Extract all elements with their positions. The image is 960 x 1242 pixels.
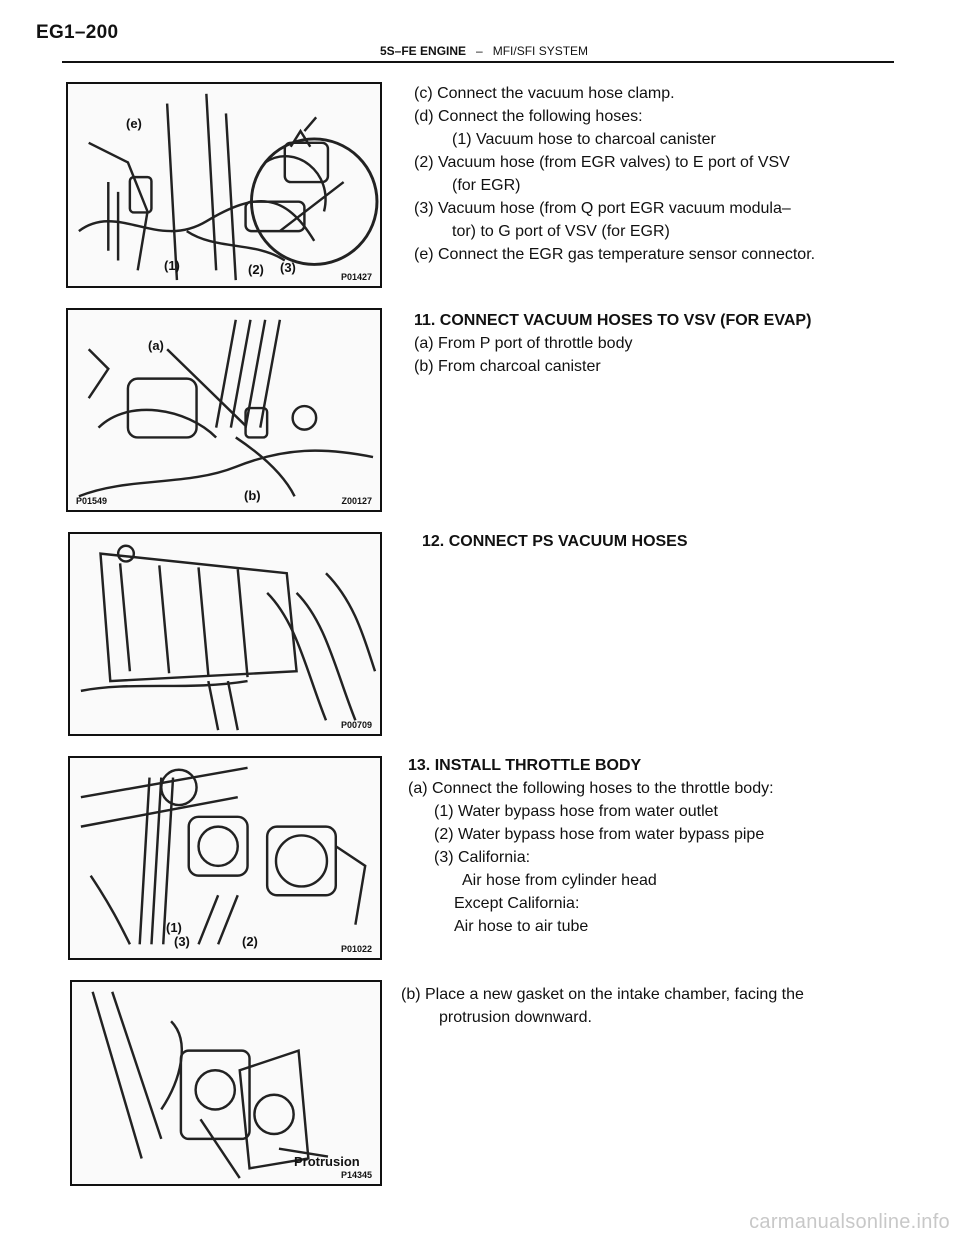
step-d-2: (2) Vacuum hose (from EGR valves) to E port of VSV [414,154,790,171]
page-id: EG1–200 [36,22,119,43]
step-12-heading: 12. CONNECT PS VACUUM HOSES [422,533,688,550]
step-11-a: (a) From P port of throttle body [414,335,633,352]
figure-egr-hoses [66,82,382,288]
header-separator: – [476,44,483,58]
callout-3: (3) [174,934,190,949]
header-section-title [380,44,588,58]
step-11-b: (b) From charcoal canister [414,358,601,375]
step-d: (d) Connect the following hoses: [414,108,643,125]
figure-vsv-evap-drawing [68,310,380,510]
step-13-b-block [401,983,804,1029]
step-d-2-cont: (for EGR) [452,177,521,194]
step-11-heading: 11. CONNECT VACUUM HOSES TO VSV (FOR EVAP) [414,312,812,329]
step-11-block [414,309,811,378]
figure-gasket [70,980,382,1186]
figure-code-left: P01549 [76,496,108,506]
callout-b: (b) [244,488,261,503]
figure-code: P00709 [340,720,372,730]
step-d-1: (1) Vacuum hose to charcoal canister [452,131,716,148]
figure-throttle-body [68,756,382,960]
step-13-a: (a) Connect the following hoses to the throttle body: [408,780,774,797]
step-d-3-cont: tor) to G port of VSV (for EGR) [452,223,670,240]
step-13-b: (b) Place a new gasket on the intake chamber, facing the [401,986,804,1003]
engine-label: 5S–FE ENGINE [380,44,467,58]
egr-hose-steps [414,82,815,266]
figure-code: P01427 [340,272,372,282]
callout-3: (3) [280,260,296,275]
step-13-b-cont: protrusion downward. [439,1009,592,1026]
figure-throttle-body-drawing [70,758,380,958]
header-rule [62,61,894,63]
system-label: MFI/SFI SYSTEM [492,44,589,58]
figure-egr-hoses-drawing [68,84,380,286]
figure-code: P14345 [340,1170,372,1180]
step-13-a-3: (3) California: [434,849,531,866]
callout-1: (1) [164,258,180,273]
watermark: carmanualsonline.info [749,1211,950,1233]
step-e: (e) Connect the EGR gas temperature sensor connector. [414,246,816,263]
step-c: (c) Connect the vacuum hose clamp. [414,85,675,102]
callout-protrusion: Protrusion [294,1154,360,1169]
callout-2: (2) [242,934,258,949]
callout-e: (e) [126,116,142,131]
figure-vsv-evap [66,308,382,512]
figure-code: P01022 [340,944,372,954]
figure-code-right: Z00127 [341,496,372,506]
step-d-3: (3) Vacuum hose (from Q port EGR vacuum modula– [414,200,791,217]
step-13-a-2: (2) Water bypass hose from water bypass pipe [434,826,765,843]
step-13-a-3-cal: Air hose from cylinder head [462,872,657,889]
step-13-a-3-except-hose: Air hose to air tube [454,918,589,935]
step-13-block [408,754,774,938]
step-13-a-3-except: Except California: [454,895,580,912]
step-13-heading: 13. INSTALL THROTTLE BODY [408,757,642,774]
callout-1: (1) [166,920,182,935]
figure-ps-hoses-drawing [70,534,380,734]
step-13-a-1: (1) Water bypass hose from water outlet [434,803,718,820]
step-12-block [422,530,688,553]
callout-2: (2) [248,262,264,277]
figure-ps-hoses [68,532,382,736]
callout-a: (a) [148,338,164,353]
